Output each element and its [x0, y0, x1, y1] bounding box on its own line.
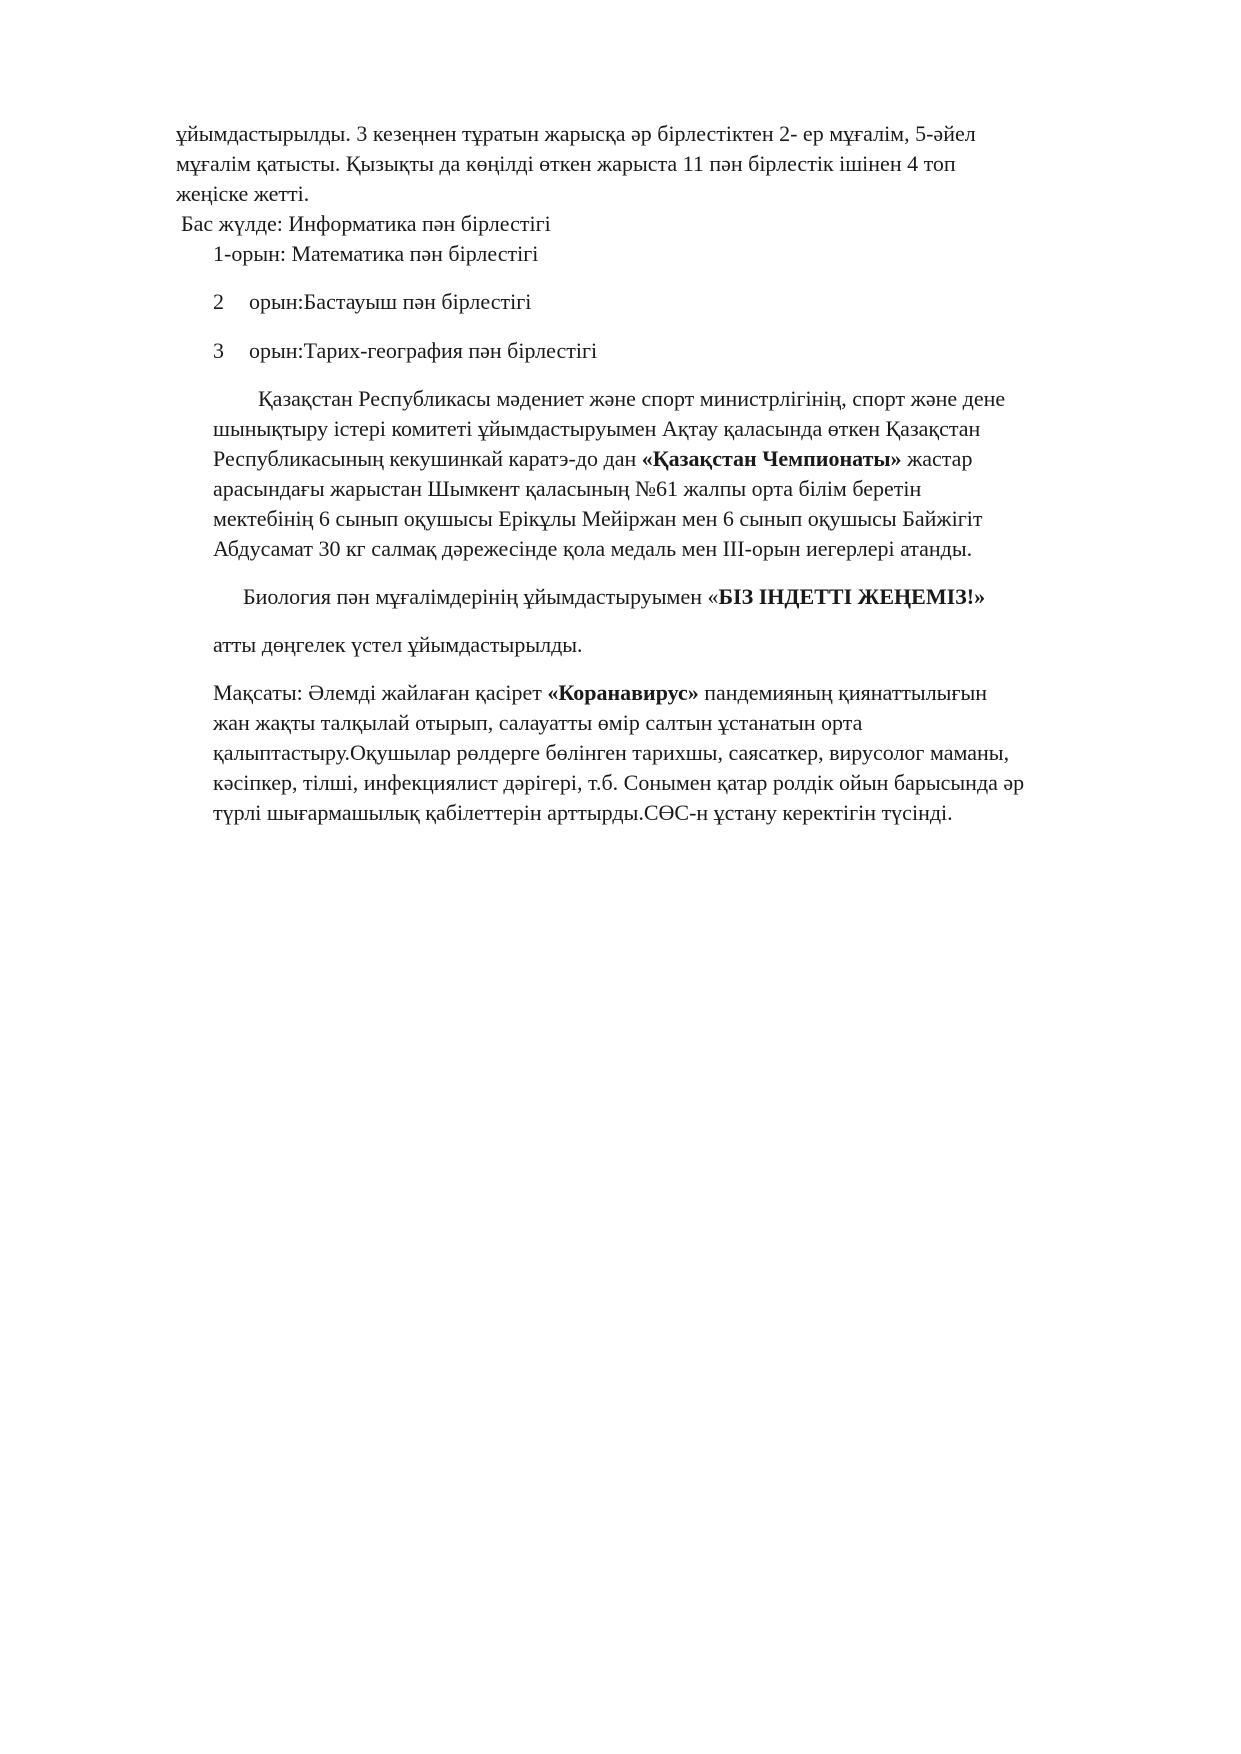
award-second-place — [213, 287, 531, 317]
goal-line-2: жан жақты талқылай отырып, салауатты өмір салтын ұстанатын орта — [213, 710, 863, 735]
intro-line-3: жеңіске жетті. — [176, 181, 310, 206]
karate-line-3-post: жастар — [901, 446, 973, 471]
biology-line-2: атты дөңгелек үстел ұйымдастырылды. — [213, 632, 583, 657]
award-third-number: 3 — [213, 338, 224, 363]
award-second-number: 2 — [213, 289, 224, 314]
karate-line-6: Абдусамат 30 кг салмақ дәрежесінде қола медаль мен ІІІ-орын иегерлері атанды. — [213, 536, 973, 561]
karate-line-3 — [213, 444, 972, 474]
intro-line-1: ұйымдастырылды. 3 кезеңнен тұратын жарысқа әр бірлестіктен 2- ер мұғалім, 5-әйел — [176, 121, 976, 146]
biology-line-1-pre: Биология пән мұғалімдерінің ұйымдастыруымен « — [243, 584, 719, 609]
karate-line-2: шынықтыру істері комитеті ұйымдастыруымен Ақтау қаласында өткен Қазақстан — [213, 416, 981, 441]
karate-line-4: арасындағы жарыстан Шымкент қаласының №61 жалпы орта білім беретін — [213, 476, 922, 501]
karate-line-5: мектебінің 6 сынып оқушысы Ерікұлы Мейіржан мен 6 сынып оқушысы Байжігіт — [213, 506, 983, 531]
biology-line-1 — [243, 582, 985, 612]
goal-line-1 — [213, 678, 987, 708]
award-third-text: орын:Тарих-география пән бірлестігі — [249, 338, 598, 363]
championship-title: «Қазақстан Чемпионаты» — [641, 446, 902, 471]
intro-line-2: мұғалім қатысты. Қызықты да көңілді өткен жарыста 11 пән бірлестік ішінен 4 топ — [176, 151, 956, 176]
karate-line-1: Қазақстан Республикасы мәдениет және спорт министрлігінің, спорт және дене — [258, 386, 1006, 411]
goal-line-3: қалыптастыру.Оқушылар рөлдерге бөлінген тарихшы, саясаткер, вирусолог маманы, — [213, 740, 1010, 765]
award-first-place: 1-орын: Математика пән бірлестігі — [213, 241, 539, 266]
goal-line-4: кәсіпкер, тілші, инфекциялист дәрігері, т.б. Сонымен қатар ролдік ойын барысында әр — [213, 770, 1025, 795]
award-second-text: орын:Бастауыш пән бірлестігі — [249, 289, 532, 314]
award-third-place — [213, 336, 597, 366]
goal-line-5: түрлі шығармашылық қабілеттерін арттырды.СӨС-н ұстану керектігін түсінді. — [213, 800, 953, 825]
event-title: БІЗ ІНДЕТТІ ЖЕҢЕМІЗ!» — [718, 584, 986, 609]
award-grand-prize: Бас жүлде: Информатика пән бірлестігі — [181, 211, 551, 236]
goal-line-1-pre: Мақсаты: Әлемді жайлаған қасірет — [213, 680, 548, 705]
coronavirus-term: «Коранавирус» — [547, 680, 699, 705]
goal-line-1-post: пандемияның қиянаттылығын — [698, 680, 988, 705]
karate-line-3-pre: Республикасының кекушинкай каратэ-до дан — [213, 446, 642, 471]
